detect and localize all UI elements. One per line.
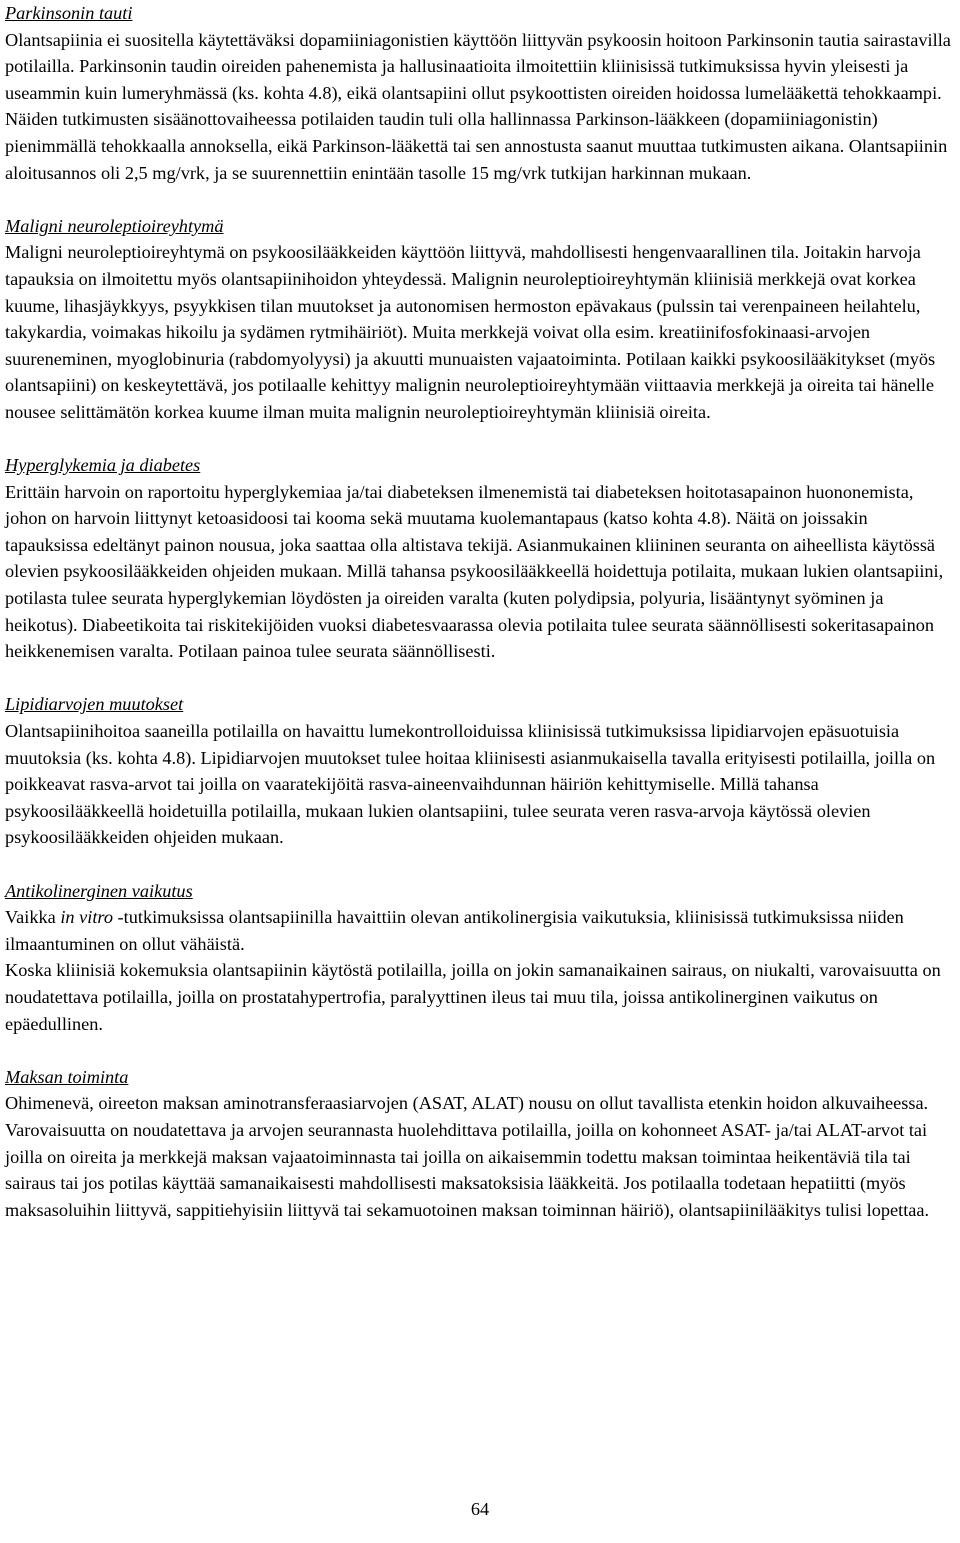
section-parkinsons: [5, 0, 955, 186]
document-page: [5, 0, 955, 1223]
paragraph-italic-text: in vitro: [60, 907, 113, 928]
section-nms: [5, 213, 955, 426]
paragraph-text: Vaikka: [5, 907, 61, 928]
section-heading: Lipidiarvojen muutokset: [5, 694, 184, 715]
section-paragraph: Ohimenevä, oireeton maksan aminotransferaasiarvojen (ASAT, ALAT) nousu on ollut tavallista etenkin hoidon alkuvaiheessa. Varovaisuutta on noudatettava ja arvojen seurannasta huolehdittava potilailla, joilla on kohonneet ASAT- ja/tai ALAT-arvot tai joilla on oireita ja merkkejä maksan vajaatoiminnasta tai joilla on aikaisemmin todettu maksan toimintaa heikentäviä tila tai sairaus tai jos potilas käyttää samanaikaisesti mahdollisesti maksatoksisia lääkkeitä. Jos potilaalla todetaan hepatiitti (myös maksasoluihin liittyvä, sappitiehyisiin liittyvä tai sekamuotoinen maksan toiminnan häiriö), olantsapiinilääkitys tulisi lopettaa.: [5, 1093, 933, 1220]
paragraph-text: -tutkimuksissa olantsapiinilla havaittiin olevan antikolinergisia vaikutuksia, kliinisissä tutkimuksissa niiden ilmaantuminen on ollut vähäistä.: [5, 907, 909, 954]
section-anticholinergic: [5, 878, 955, 1038]
section-paragraph: Koska kliinisiä kokemuksia olantsapiinin käytöstä potilailla, joilla on jokin samanaikainen sairaus, on niukalti, varovaisuutta on noudatettava potilailla, joilla on prostatahypertrofia, paralyyttinen ileus tai muu tila, joissa antikolinerginen vaikutus on epäedullinen.: [5, 960, 946, 1034]
section-paragraph: Maligni neuroleptioireyhtymä on psykoosilääkkeiden käyttöön liittyvä, mahdollisesti hengenvaarallinen tila. Joitakin harvoja tapauksia on ilmoitettu myös olantsapiinihoidon yhteydessä. Malignin neuroleptioireyhtymän kliinisiä merkkejä ovat korkea kuume, lihasjäykkyys, psyykkisen tilan muutokset ja autonomisen hermoston epävakaus (pulssin tai verenpaineen heilahtelu, takykardia, voimakas hikoilu ja sydämen rytmihäiriöt). Muita merkkejä voivat olla esim. kreatiinifosfokinaasi-arvojen suureneminen, myoglobinuria (rabdomyolyysi) ja akuutti munuaisten vajaatoiminta. Potilaan kaikki psykoosilääkitykset (myös olantsapiini) on keskeytettävä, jos potilaalle kehittyy malignin neuroleptioireyhtymään viittaavia merkkejä ja oireita tai hänelle nousee selittämätön korkea kuume ilman muita malignin neuroleptioireyhtymän kliinisiä oireita.: [5, 242, 940, 422]
section-gap: [5, 851, 955, 878]
section-heading: Hyperglykemia ja diabetes: [5, 455, 201, 476]
section-hyperglycemia: [5, 452, 955, 665]
section-gap: [5, 665, 955, 692]
page-number: 64: [470, 1499, 490, 1519]
section-paragraph: Olantsapiinia ei suositella käytettäväksi dopamiiniagonistien käyttöön liittyvän psykoosin hoitoon Parkinsonin tautia sairastavilla potilailla. Parkinsonin taudin oireiden pahenemista ja hallusinaatioita ilmoitettiin kliinisissä tutkimuksissa hyvin yleisesti ja useammin kuin lumeryhmässä (ks. kohta 4.8), eikä olantsapiini ollut psykoottisten oireiden hoidossa lumelääkettä tehokkaampi. Näiden tutkimusten sisäänottovaiheessa potilaiden taudin tuli olla hallinnassa Parkinson-lääkkeen (dopamiiniagonistin) pienimmällä tehokkaalla annoksella, eikä Parkinson-lääkettä tai sen annostusta saanut muuttaa tutkimusten aikana. Olantsapiinin aloitusannos oli 2,5 mg/vrk, ja se suurennettiin enintään tasolle 15 mg/vrk tutkijan harkinnan mukaan.: [5, 29, 956, 183]
section-gap: [5, 186, 955, 213]
section-gap: [5, 426, 955, 453]
section-paragraph: Olantsapiinihoitoa saaneilla potilailla on havaittu lumekontrolloiduissa kliinisissä tutkimuksissa lipidiarvojen epäsuotuisia muutoksia (ks. kohta 4.8). Lipidiarvojen muutokset tulee hoitaa kliinisesti asianmukaisella tavalla erityisesti potilailla, joilla on poikkeavat rasva-arvot tai joilla on vaaratekijöitä rasva-aineenvaihdunnan häiriön kehittymiselle. Millä tahansa psykoosilääkkeellä hoidetuilla potilailla, mukaan lukien olantsapiini, tulee seurata veren rasva-arvoja käytössä olevien psykoosilääkkeiden ohjeiden mukaan.: [5, 721, 940, 848]
section-heading: Maligni neuroleptioireyhtymä: [5, 215, 224, 236]
section-heading: Antikolinerginen vaikutus: [5, 880, 193, 901]
section-heading: Maksan toiminta: [5, 1066, 129, 1087]
section-liver: [5, 1064, 955, 1224]
section-lipids: [5, 691, 955, 851]
section-paragraph: [5, 904, 955, 957]
section-heading: Parkinsonin tauti: [5, 3, 133, 23]
section-paragraph: Erittäin harvoin on raportoitu hyperglykemiaa ja/tai diabeteksen ilmenemistä tai diabeteksen hoitotasapainon huononemista, johon on harvoin liittynyt ketoasidoosi tai kooma sekä muutama kuolemantapaus (katso kohta 4.8). Näitä on joissakin tapauksissa edeltänyt painon nousua, joka saattaa olla altistava tekijä. Asianmukainen kliininen seuranta on aiheellista käytössä olevien psykoosilääkkeiden ohjeiden mukaan. Millä tahansa psykoosilääkkeellä hoidettuja potilaita, mukaan lukien olantsapiini, potilasta tulee seurata hyperglykemian löydösten ja oireiden varalta (kuten polydipsia, polyuria, lisääntynyt syöminen ja heikotus). Diabeetikoita tai riskitekijöiden vuoksi diabetesvaarassa olevia potilaita tulee seurata säännöllisesti sokeritasapainon heikkenemisen varalta. Potilaan painoa tulee seurata säännöllisesti.: [5, 481, 948, 662]
section-gap: [5, 1037, 955, 1064]
